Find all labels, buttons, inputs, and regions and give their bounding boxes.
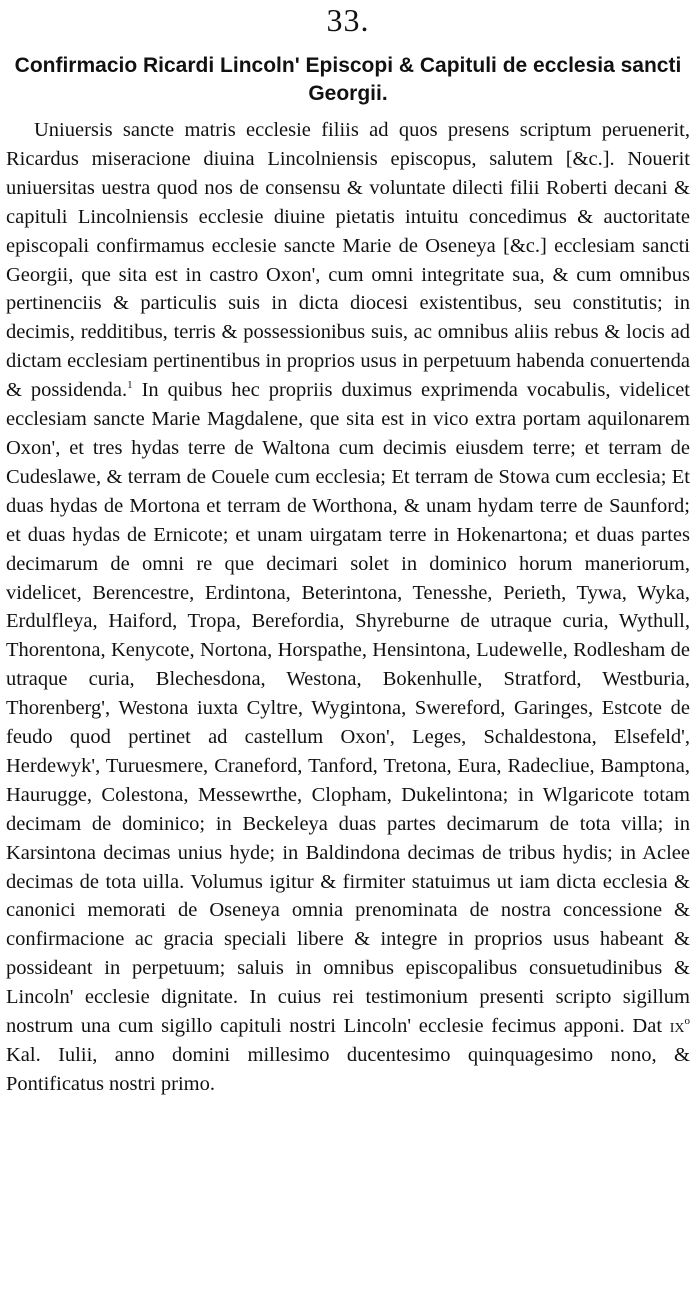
charter-text-part3: Kal. Iulii, anno domini millesimo ducentesimo quinquagesimo nono, & Pontificatus nostri primo. [6, 1044, 690, 1095]
charter-text-part1: Uniuersis sancte matris ecclesie filiis ad quos presens scriptum peruenerit, Ricardus miseracione diuina Lincolniensis episcopus, salutem [&c.]. Nouerit uniuersitas uestra quod nos de consensu & voluntate dilecti filii Roberti decani & capituli Lincolniensis ecclesie diuine pietatis intuitu concedimus & auctoritate episcopali confirmamus ecclesie sancte Marie de Oseneya [&c.] ecclesiam sancti Georgii, que sita est in castro Oxon', cum omni integritate sua, & cum omnibus pertinenciis & particulis suis in dicta diocesi existentibus, seu constitutis; in decimis, redditibus, terris & possessionibus suis, ac omnibus aliis rebus & locis ad dictam ecclesiam pertinentibus in proprios usus in perpetuum habenda conuertenda & possidenda. [6, 119, 690, 402]
charter-text-part2: In quibus hec propriis duximus exprimenda vocabulis, videlicet ecclesiam sancte Marie Magdalene, que sita est in vico extra portam aquilonarem Oxon', et tres hydas terre de Waltona cum decimis eiusdem terre; et terram de Cudeslawe, & terram de Couele cum ecclesia; Et terram de Stowa cum ecclesia; Et duas hydas de Mortona et terram de Worthona, & unam hydam terre de Saunford; et duas hydas de Ernicote; et unam uirgatam terre in Hokenartona; et duas partes decimarum de omni re que decimari solet in dominico horum maneriorum, videlicet, Berencestre, Erdintona, Beterintona, Tenesshe, Perieth, Tywa, Wyka, Erdulfleya, Haiford, Tropa, Berefordia, Shyreburne de utraque curia, Wythull, Thorentona, Kenycote, Nortona, Horspathe, Hensintona, Ludewelle, Rodlesham de utraque curia, Blechesdona, Westona, Bokenhulle, Stratford, Westburia, Thorenberg', Westona iuxta Cyltre, Wygintona, Swereford, Garinges, Estcote de feudo quod pertinet ad castellum Oxon', Leges, Schaldestona, Elsefeld', Herdewyk', Turuesmere, Craneford, Tanford, Tretona, Eura, Radecliue, Bamptona, Haurugge, Colestona, Messewrthe, Clopham, Dukelintona; in Wlgaricote totam decimam de dominico; in Beckeleya duas partes decimarum de tota villa; in Karsintona decimas unius hyde; in Baldindona decimas de tribus hydis; in Aclee decimas de tota uilla. Volumus igitur & firmiter statuimus ut iam dicta ecclesia & canonici memorati de Oseneya omnia prenominata de nostra concessione & confirmacione ac gracia speciali libere & integre in proprios usus habeant & possideant in perpetuum; saluis in omnibus episcopalibus consuetudinibus & Lincoln' ecclesie dignitate. In cuius rei testimonium presenti scripto sigillum nostrum una cum sigillo capituli nostri Lincoln' ecclesie fecimus apponi. Dat [6, 379, 691, 1038]
page-number: 33. [326, 2, 370, 38]
charter-text [6, 116, 690, 1099]
charter-heading: Confirmacio Ricardi Lincoln' Episcopi & Capituli de ecclesia sancti Georgii. [14, 54, 682, 105]
date-degree: o [684, 1015, 690, 1028]
date-numeral: ix [669, 1015, 685, 1038]
footnote-marker: 1 [127, 379, 133, 392]
